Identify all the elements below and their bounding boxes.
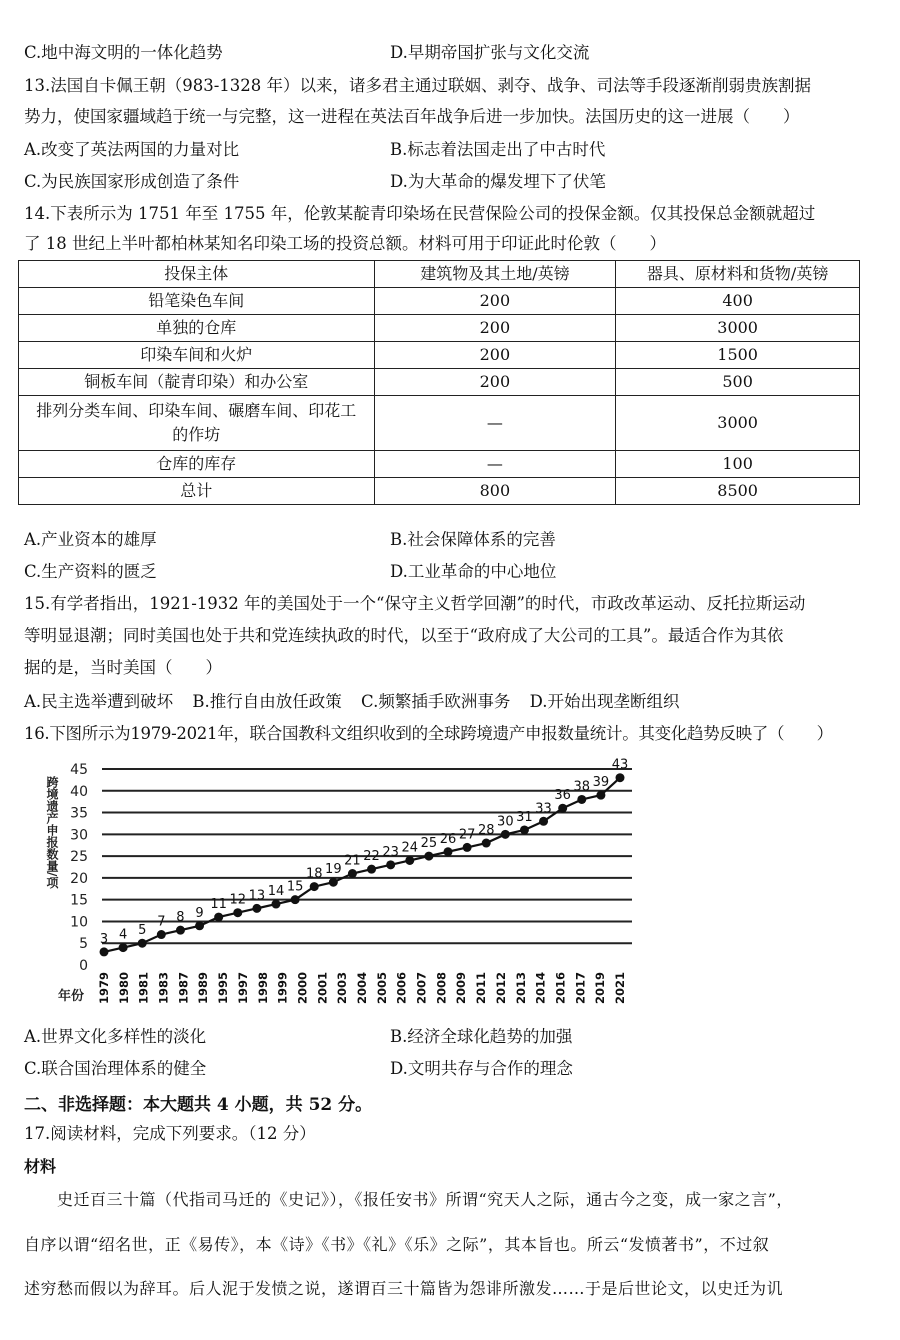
q12-option-c[interactable]: C.地中海文明的一体化趋势 bbox=[24, 43, 223, 62]
q13-option-d[interactable]: D.为大革命的爆发埋下了伏笔 bbox=[390, 172, 606, 191]
table-cell-subject: 总计 bbox=[19, 478, 375, 505]
chart-x-tick-label: 1987 bbox=[176, 972, 191, 1005]
chart-point-labels bbox=[100, 758, 628, 947]
chart-x-tick-label: 2009 bbox=[454, 972, 469, 1005]
chart-point bbox=[176, 926, 185, 935]
chart-point bbox=[596, 791, 605, 800]
q16-option-a[interactable]: A.世界文化多样性的淡化 bbox=[24, 1027, 207, 1046]
q15-stem-line2: 等明显退潮；同时美国也处于共和党连续执政的时代，以至于“政府成了大公司的工具”。最适合作为其依 bbox=[24, 626, 784, 645]
chart-x-tick-label: 2000 bbox=[295, 972, 310, 1005]
chart-point-label: 30 bbox=[497, 814, 514, 830]
table-cell-subject-line1: 排列分类车间、印染车间、碾磨车间、印花工 bbox=[36, 401, 357, 420]
table-cell-building: 200 bbox=[374, 342, 616, 369]
q13-options-row1 bbox=[24, 137, 884, 163]
q16-option-b[interactable]: B.经济全球化趋势的加强 bbox=[390, 1027, 573, 1046]
q12-option-d[interactable]: D.早期帝国扩张与文化交流 bbox=[390, 43, 590, 62]
q13-option-c[interactable]: C.为民族国家形成创造了条件 bbox=[24, 172, 240, 191]
chart-point bbox=[119, 943, 128, 952]
table-cell-goods: 3000 bbox=[616, 315, 860, 342]
chart-y-tick-label: 0 bbox=[79, 958, 88, 974]
q13-option-a[interactable]: A.改变了英法两国的力量对比 bbox=[24, 140, 240, 159]
chart-y-tick-label: 10 bbox=[70, 914, 88, 931]
table-cell-goods: 3000 bbox=[616, 396, 860, 451]
chart-x-tick-label: 1981 bbox=[136, 972, 151, 1005]
chart-x-tick-label: 2007 bbox=[414, 972, 429, 1005]
chart-point bbox=[233, 908, 242, 917]
chart-point bbox=[482, 839, 491, 848]
table-cell-subject bbox=[19, 396, 375, 451]
table-cell-building: 200 bbox=[374, 288, 616, 315]
q17-material-label: 材料 bbox=[24, 1157, 57, 1176]
chart-point-label: 7 bbox=[157, 914, 166, 930]
chart-point-label: 25 bbox=[420, 836, 438, 852]
chart-x-tick-label: 2003 bbox=[335, 972, 350, 1005]
chart-point bbox=[386, 860, 395, 869]
q14-option-c[interactable]: C.生产资料的匮乏 bbox=[24, 562, 157, 581]
chart-point bbox=[138, 939, 147, 948]
chart-point bbox=[157, 930, 166, 939]
chart-point bbox=[291, 895, 300, 904]
chart-point-label: 33 bbox=[535, 801, 552, 817]
table-cell-building: 200 bbox=[374, 369, 616, 396]
table-cell-subject-line2: 的作坊 bbox=[172, 425, 221, 444]
q12-options bbox=[24, 40, 884, 66]
q17-material-line3: 述穷愁而假以为辞耳。后人泥于发愤之说，遂谓百三十篇皆为怨诽所激发……于是后世论文，以史迁为讥 bbox=[24, 1279, 784, 1298]
q14-options-row2 bbox=[24, 559, 884, 585]
chart-point-label: 4 bbox=[118, 927, 128, 943]
chart-point bbox=[367, 865, 376, 874]
chart-y-tick-label: 20 bbox=[70, 870, 88, 887]
chart-point-label: 22 bbox=[363, 849, 380, 865]
chart-x-tick-label: 2017 bbox=[573, 972, 588, 1005]
chart-x-tick-label: 2016 bbox=[553, 972, 568, 1005]
table-header-building: 建筑物及其土地/英镑 bbox=[374, 261, 616, 288]
q15-option-b[interactable]: B.推行自由放任政策 bbox=[192, 692, 342, 711]
chart-point bbox=[520, 825, 529, 834]
q14-option-d[interactable]: D.工业革命的中心地位 bbox=[390, 562, 557, 581]
section-heading: 二、非选择题：本大题共 4 小题，共 52 分。 bbox=[24, 1095, 373, 1115]
chart-point-label: 31 bbox=[516, 809, 533, 825]
table-cell-building: 200 bbox=[374, 315, 616, 342]
table-cell-subject: 铅笔染色车间 bbox=[19, 288, 375, 315]
chart-y-tick-label: 40 bbox=[70, 783, 88, 800]
q16-option-d[interactable]: D.文明共存与合作的理念 bbox=[390, 1059, 573, 1078]
chart-x-tick-label: 1998 bbox=[255, 972, 270, 1005]
table-cell-goods: 100 bbox=[616, 451, 860, 478]
chart-point-label: 21 bbox=[344, 853, 361, 869]
chart-x-tick-label: 2001 bbox=[315, 972, 330, 1005]
chart-point-label: 18 bbox=[305, 866, 323, 882]
chart-y-axis-label: 跨境遗产申报数量/项 bbox=[45, 776, 59, 889]
table-row bbox=[19, 396, 860, 451]
chart-x-tick-label: 1980 bbox=[116, 972, 131, 1005]
chart-point-label: 15 bbox=[286, 879, 304, 895]
table-cell-building: — bbox=[374, 396, 616, 451]
chart-point-label: 11 bbox=[210, 897, 227, 913]
chart-x-tick-label: 2014 bbox=[533, 972, 548, 1005]
chart-y-tick-label: 45 bbox=[70, 762, 88, 778]
chart-y-tick-label: 15 bbox=[70, 892, 88, 909]
chart-x-tick-label: 1995 bbox=[216, 972, 231, 1005]
q15-stem-line1: 15.有学者指出，1921-1932 年的美国处于一个“保守主义哲学回潮”的时代，市政改革运动、反托拉斯运动 bbox=[24, 594, 806, 613]
chart-point-label: 3 bbox=[99, 931, 109, 947]
chart-point-label: 36 bbox=[554, 788, 571, 804]
chart-x-axis-label: 年份 bbox=[58, 989, 85, 1004]
chart-point-label: 27 bbox=[458, 827, 476, 843]
q13-options-row2 bbox=[24, 169, 884, 195]
table-cell-goods: 8500 bbox=[616, 478, 860, 505]
chart-point-label: 39 bbox=[592, 775, 610, 791]
table-cell-goods: 1500 bbox=[616, 342, 860, 369]
chart-x-tick-label: 2006 bbox=[394, 972, 409, 1005]
chart-x-tick-label: 2019 bbox=[593, 972, 608, 1005]
table-cell-building: 800 bbox=[374, 478, 616, 505]
chart-point bbox=[214, 913, 223, 922]
chart-point bbox=[444, 847, 453, 856]
chart-point-label: 5 bbox=[138, 923, 147, 939]
chart-x-tick-label: 2011 bbox=[474, 972, 489, 1005]
chart-point bbox=[310, 882, 319, 891]
chart-x-tick-label: 1989 bbox=[196, 972, 211, 1005]
chart-point-label: 24 bbox=[401, 840, 419, 856]
chart-point-label: 12 bbox=[229, 892, 247, 908]
chart-x-tick-label: 2004 bbox=[355, 972, 369, 1005]
chart-point-label: 8 bbox=[176, 910, 185, 926]
q16-stem: 16.下图所示为1979-2021年，联合国教科文组织收到的全球跨境遗产申报数量统计。其变化趋势反映了（ ） bbox=[24, 724, 833, 743]
chart-x-tick-label: 1983 bbox=[156, 972, 171, 1005]
chart-point bbox=[252, 904, 261, 913]
chart-x-tick-label: 2005 bbox=[374, 972, 389, 1005]
table-row-total bbox=[19, 478, 860, 505]
table-cell-subject: 铜板车间（靛青印染）和办公室 bbox=[19, 369, 375, 396]
table-header-goods: 器具、原材料和货物/英镑 bbox=[616, 261, 860, 288]
chart-x-tick-label: 2012 bbox=[493, 972, 508, 1005]
chart-point-label: 28 bbox=[477, 823, 495, 839]
table-cell-goods: 500 bbox=[616, 369, 860, 396]
table-cell-subject: 印染车间和火炉 bbox=[19, 342, 375, 369]
q15-stem-line3: 据的是，当时美国（ ） bbox=[24, 658, 222, 677]
q14-stem-line2: 了 18 世纪上半叶都柏林某知名印染工场的投资总额。材料可用于印证此时伦敦（ ） bbox=[24, 234, 666, 253]
q15-option-c[interactable]: C.频繁插手欧洲事务 bbox=[361, 692, 511, 711]
table-cell-subject: 单独的仓库 bbox=[19, 315, 375, 342]
chart-point-label: 9 bbox=[195, 905, 204, 921]
chart-point bbox=[616, 773, 625, 782]
chart-point bbox=[463, 843, 472, 852]
chart-x-tick-label: 2013 bbox=[513, 972, 528, 1005]
chart-x-ticks bbox=[97, 972, 627, 1004]
table-cell-building: — bbox=[374, 451, 616, 478]
q13-stem-line1: 13.法国自卡佩王朝（983-1328 年）以来，诸多君主通过联姻、剥夺、战争、司法等手段逐渐削弱贵族割据 bbox=[24, 76, 812, 95]
chart-x-tick-label: 1999 bbox=[275, 972, 290, 1005]
table-row bbox=[19, 315, 860, 342]
table-cell-subject: 仓库的库存 bbox=[19, 451, 375, 478]
q15-option-d[interactable]: D.开始出现垄断组织 bbox=[529, 692, 680, 711]
q16-options-row1 bbox=[24, 1024, 884, 1050]
chart-point bbox=[272, 900, 281, 909]
chart-point-label: 26 bbox=[439, 831, 457, 847]
q14-option-a[interactable]: A.产业资本的雄厚 bbox=[24, 530, 157, 549]
chart-y-tick-label: 35 bbox=[70, 805, 88, 822]
q16-options-row2 bbox=[24, 1056, 884, 1082]
chart-point-label: 13 bbox=[248, 888, 266, 904]
chart-y-tick-label: 30 bbox=[70, 827, 88, 844]
q13-stem-line2: 势力，使国家疆域趋于统一与完整，这一进程在英法百年战争后进一步加快。法国历史的这一进展（ ） bbox=[24, 107, 800, 126]
chart-point bbox=[348, 869, 357, 878]
chart-point bbox=[100, 947, 109, 956]
chart-point bbox=[405, 856, 414, 865]
chart-point-label: 14 bbox=[267, 884, 285, 900]
table-row bbox=[19, 342, 860, 369]
q14-option-b[interactable]: B.社会保障体系的完善 bbox=[390, 530, 556, 549]
q14-table bbox=[18, 260, 860, 505]
chart-y-tick-label: 5 bbox=[79, 936, 88, 953]
chart-point-label: 43 bbox=[611, 757, 629, 773]
table-row bbox=[19, 451, 860, 478]
q16-option-c[interactable]: C.联合国治理体系的健全 bbox=[24, 1059, 207, 1078]
chart-point-label: 23 bbox=[382, 844, 399, 860]
chart-point bbox=[501, 830, 510, 839]
q13-option-b[interactable]: B.标志着法国走出了中古时代 bbox=[390, 140, 606, 159]
table-row bbox=[19, 288, 860, 315]
q14-options-row1 bbox=[24, 527, 884, 553]
chart-point-label: 19 bbox=[325, 862, 342, 878]
chart-point bbox=[195, 921, 204, 930]
chart-point bbox=[577, 795, 586, 804]
chart-point-label: 38 bbox=[573, 779, 591, 795]
chart-x-tick-label: 1997 bbox=[235, 972, 250, 1005]
q17-material-line2: 自序以谓“绍名世，正《易传》，本《诗》《书》《礼》《乐》之际”，其本旨也。所云“发愤著书”，不过叙 bbox=[24, 1235, 770, 1254]
q15-option-a[interactable]: A.民主选举遭到破坏 bbox=[24, 692, 174, 711]
q17-title: 17.阅读材料，完成下列要求。（12 分） bbox=[24, 1124, 316, 1143]
q15-options bbox=[24, 689, 693, 715]
table-header-subject: 投保主体 bbox=[19, 261, 375, 288]
table-row bbox=[19, 369, 860, 396]
q14-stem-line1: 14.下表所示为 1751 年至 1755 年，伦敦某靛青印染场在民营保险公司的投保金额。仅其投保总金额就超过 bbox=[24, 204, 816, 223]
q17-material-line1: 史迁百三十篇（代指司马迁的《史记》），《报任安书》所谓“究天人之际，通古今之变，成一家之言”， bbox=[24, 1190, 793, 1209]
table-header-row bbox=[19, 261, 860, 288]
chart-y-tick-label: 25 bbox=[70, 849, 88, 866]
chart-y-ticks bbox=[70, 762, 88, 974]
q16-line-chart bbox=[44, 754, 644, 1016]
chart-point bbox=[424, 852, 433, 861]
table-cell-goods: 400 bbox=[616, 288, 860, 315]
chart-point bbox=[539, 817, 548, 826]
chart-point bbox=[558, 804, 567, 813]
chart-x-tick-label: 1979 bbox=[97, 972, 111, 1005]
chart-x-tick-label: 2008 bbox=[434, 972, 449, 1005]
chart-point bbox=[329, 878, 338, 887]
chart-x-tick-label: 2021 bbox=[613, 972, 627, 1005]
